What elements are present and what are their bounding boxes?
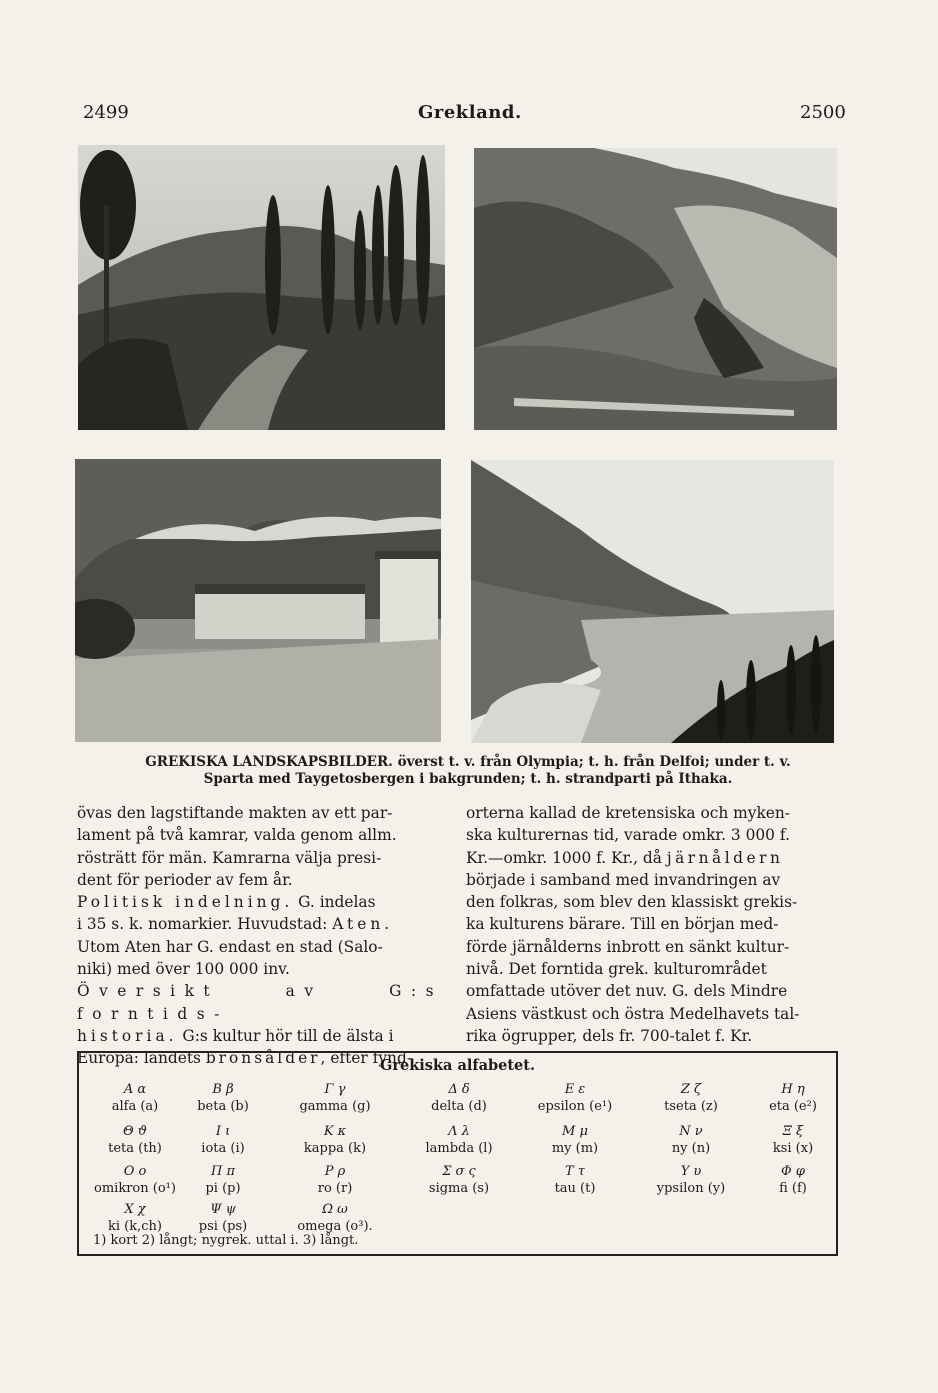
alphabet-title: Grekiska alfabetet. (379, 1057, 536, 1074)
letter-name: ypsilon (y) (656, 1181, 726, 1196)
letter-name: ny (n) (671, 1141, 711, 1156)
left-line: övas den lagstiftande makten av ett par- (77, 804, 393, 822)
right-line: nivå. Det forntida grek. kulturområdet (466, 960, 767, 979)
greek-glyph: Η η (781, 1082, 805, 1097)
alphabet-letter (177, 1201, 269, 1235)
alphabet-letter (413, 1123, 505, 1157)
greek-glyph: Υ υ (680, 1164, 702, 1179)
right-line: ka kulturens bärare. Till en början med- (466, 915, 779, 934)
right-line: började i samband med invandringen av (466, 870, 781, 889)
greek-glyph: Ο ο (123, 1164, 147, 1179)
alphabet-letter (747, 1081, 839, 1115)
capital-name: Aten. (332, 915, 394, 934)
alphabet-letter (747, 1163, 839, 1197)
left-column (77, 802, 443, 1070)
alphabet-letter (289, 1123, 381, 1157)
letter-name: tseta (z) (664, 1099, 718, 1114)
alphabet-letter (85, 1081, 185, 1115)
politisk-text: Utom Aten har G. endast en stad (Salo- (77, 937, 383, 956)
alphabet-letter (747, 1123, 839, 1157)
right-line: ska kulturernas tid, varade omkr. 3 000 f. (466, 826, 790, 845)
greek-glyph: Ζ ζ (680, 1082, 702, 1097)
right-line: förde järnålderns inbrott en sänkt kultur- (466, 937, 790, 956)
right-line: orterna kallad de kretensiska och myken- (466, 804, 791, 822)
alphabet-letter (413, 1081, 505, 1115)
alphabet-letter (289, 1163, 381, 1197)
left-line: rösträtt för män. Kamrarna välja presi- (77, 848, 382, 867)
letter-name: gamma (g) (299, 1099, 371, 1114)
right-line: Kr.—omkr. 1000 f. Kr., då (466, 848, 667, 867)
greek-glyph: Μ μ (562, 1124, 588, 1139)
oversikt-text: Europa: landets (77, 1049, 206, 1068)
letter-name: my (m) (551, 1141, 599, 1156)
letter-name: alfa (a) (111, 1099, 159, 1114)
letter-name: tau (t) (554, 1181, 596, 1196)
greek-glyph: Φ φ (781, 1164, 805, 1179)
left-page-number: 2499 (83, 102, 129, 123)
greek-glyph: Θ ϑ (122, 1124, 148, 1139)
right-line: den folkras, som blev den klassiskt grekis- (466, 893, 798, 912)
left-line: lament på två kamrar, valda genom allm. (77, 826, 397, 845)
letter-name: ro (r) (317, 1181, 353, 1196)
oversikt-text: , efter fynd- (320, 1049, 413, 1068)
alphabet-letter (641, 1123, 741, 1157)
alphabet-letter (641, 1081, 741, 1115)
alphabet-letter (85, 1201, 185, 1235)
letter-name: omikron (o¹) (94, 1181, 176, 1196)
politisk-text: niki) med över 100 000 inv. (77, 960, 290, 979)
photo-ithaka (471, 460, 834, 743)
greek-glyph: Ν ν (679, 1124, 703, 1139)
right-page-number: 2500 (800, 102, 846, 123)
greek-alphabet-table (77, 1051, 838, 1256)
alphabet-letter (85, 1123, 185, 1157)
greek-glyph: Ω ω (322, 1202, 348, 1217)
greek-glyph: Κ κ (323, 1124, 347, 1139)
greek-glyph: Π π (210, 1164, 235, 1179)
letter-name: delta (d) (431, 1099, 487, 1114)
greek-glyph: Ξ ξ (782, 1124, 804, 1139)
politisk-text: G. indelas (293, 893, 376, 912)
alphabet-footnote: 1) kort 2) långt; nygrek. uttal i. 3) långt. (93, 1233, 359, 1248)
greek-glyph: Σ σ ς (442, 1164, 476, 1179)
letter-name: epsilon (e¹) (537, 1099, 613, 1114)
letter-name: teta (th) (108, 1141, 162, 1156)
right-line: Asiens västkust och östra Medelhavets tal- (466, 1004, 800, 1023)
letter-name: ksi (x) (772, 1141, 814, 1156)
letter-name: beta (b) (197, 1099, 249, 1114)
greek-glyph: Ρ ρ (324, 1164, 346, 1179)
alphabet-letter (177, 1163, 269, 1197)
alphabet-letter (525, 1163, 625, 1197)
alphabet-letter (85, 1163, 185, 1197)
section-heading-oversikt-cont: historia. (77, 1026, 178, 1045)
greek-glyph: Χ χ (124, 1202, 146, 1217)
letter-name: eta (e²) (769, 1099, 817, 1114)
letter-name: pi (p) (205, 1181, 241, 1196)
letter-name: ki (k,ch) (108, 1219, 162, 1234)
letter-name: lambda (l) (425, 1141, 493, 1156)
letter-name: fi (f) (779, 1181, 807, 1196)
greek-glyph: Β β (212, 1082, 234, 1097)
greek-glyph: Λ λ (448, 1124, 470, 1139)
bronze-age-term: bronsålder (205, 1049, 321, 1068)
greek-glyph: Ε ε (564, 1082, 586, 1097)
left-line: dent för perioder av fem år. (77, 870, 293, 889)
right-line: rika ögrupper, dels fr. 700-talet f. Kr. (466, 1026, 753, 1045)
photo-delfoi (474, 148, 837, 430)
section-heading-politisk: Politisk indelning. (77, 893, 294, 912)
letter-name: psi (ps) (198, 1219, 248, 1234)
alphabet-letter (177, 1081, 269, 1115)
alphabet-letter (289, 1201, 381, 1235)
caption-line-2: Sparta med Taygetosbergen i bakgrunden; t. h. strandparti på Ithaka. (203, 771, 733, 787)
greek-glyph: Δ δ (448, 1082, 470, 1097)
letter-name: sigma (s) (428, 1181, 490, 1196)
greek-glyph: Α α (123, 1082, 147, 1097)
greek-glyph: Γ γ (324, 1082, 346, 1097)
photo-caption (88, 754, 848, 788)
caption-line-1: GREKISKA LANDSKAPSBILDER. överst t. v. från Olympia; t. h. från Delfoi; under t. v. (145, 754, 791, 770)
letter-name: omega (o³). (297, 1219, 373, 1234)
letter-name: kappa (k) (303, 1141, 367, 1156)
photo-sparta (75, 459, 441, 742)
page-title: Grekland. (418, 102, 522, 123)
alphabet-letter (413, 1163, 505, 1197)
greek-glyph: Τ τ (565, 1164, 585, 1179)
letter-name: iota (i) (201, 1141, 245, 1156)
section-heading-oversikt: Översikt av G:s forntids- (77, 982, 443, 1023)
right-column (466, 802, 836, 1047)
greek-glyph: Ι ι (215, 1124, 231, 1139)
oversikt-text: G:s kultur hör till de älsta i (177, 1026, 394, 1045)
alphabet-letter (289, 1081, 381, 1115)
greek-glyph: Ψ ψ (210, 1202, 236, 1217)
alphabet-letter (177, 1123, 269, 1157)
right-line: omfattade utöver det nuv. G. dels Mindre (466, 982, 788, 1001)
politisk-text: i 35 s. k. nomarkier. Huvudstad: (77, 915, 333, 934)
iron-age-term: järnåldern (666, 848, 784, 867)
alphabet-letter (641, 1163, 741, 1197)
alphabet-letter (525, 1123, 625, 1157)
photo-olympia (78, 145, 445, 430)
alphabet-letter (525, 1081, 625, 1115)
